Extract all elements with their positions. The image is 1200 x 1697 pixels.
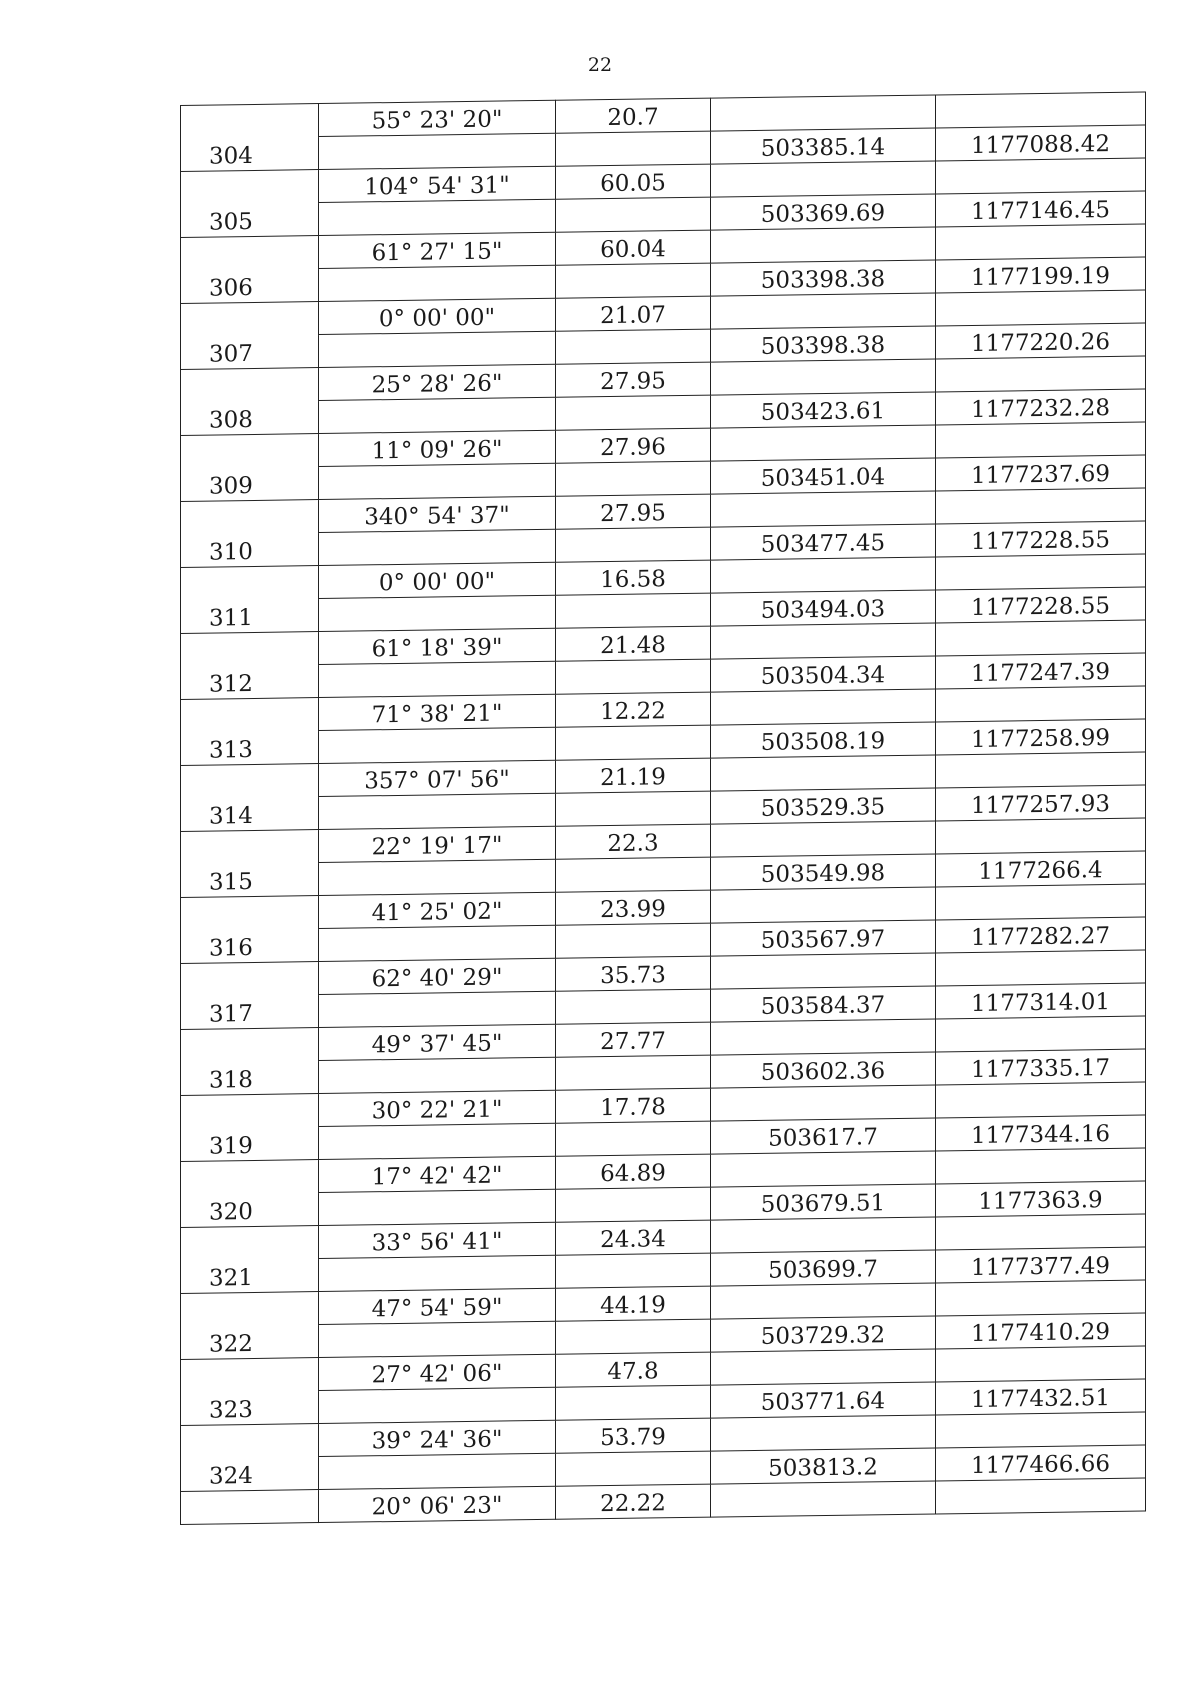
bearing-cell-empty — [319, 793, 556, 829]
northing-cell: 1177344.16 — [936, 1115, 1146, 1151]
northing-cell-empty — [936, 1478, 1146, 1514]
bearing-cell-empty — [319, 199, 556, 235]
point-cell-empty — [181, 1028, 319, 1063]
distance-cell: 53.79 — [556, 1418, 711, 1453]
easting-cell: 503451.04 — [711, 458, 936, 494]
distance-cell: 17.78 — [556, 1088, 711, 1123]
easting-cell: 503771.64 — [711, 1382, 936, 1418]
northing-cell: 1177266.4 — [936, 851, 1146, 887]
point-cell-empty — [181, 1358, 319, 1393]
easting-cell: 503529.35 — [711, 788, 936, 824]
distance-cell-empty — [556, 131, 711, 166]
page-number: 22 — [587, 54, 613, 76]
distance-cell-empty — [556, 1319, 711, 1354]
bearing-cell-empty — [319, 595, 556, 631]
bearing-cell: 20° 06' 23" — [319, 1486, 556, 1522]
distance-cell-empty — [556, 659, 711, 694]
distance-cell: 22.3 — [556, 824, 711, 859]
northing-cell: 1177314.01 — [936, 983, 1146, 1019]
point-cell-empty — [181, 368, 319, 403]
distance-cell-empty — [556, 725, 711, 760]
easting-cell-empty — [711, 953, 936, 989]
northing-cell-empty — [936, 224, 1146, 260]
distance-cell: 20.7 — [556, 98, 711, 133]
northing-cell: 1177220.26 — [936, 323, 1146, 359]
point-id-cell: 321 — [181, 1259, 319, 1294]
easting-cell: 503567.97 — [711, 920, 936, 956]
easting-cell-empty — [711, 1481, 936, 1517]
distance-cell: 47.8 — [556, 1352, 711, 1387]
easting-cell: 503602.36 — [711, 1052, 936, 1088]
point-cell-empty — [181, 566, 319, 601]
coordinates-table-body — [181, 92, 1146, 1524]
bearing-cell: 30° 22' 21" — [319, 1090, 556, 1126]
point-id-cell: 315 — [181, 863, 319, 898]
easting-cell-empty — [711, 359, 936, 395]
northing-cell-empty — [936, 1082, 1146, 1118]
bearing-cell-empty — [319, 133, 556, 169]
easting-cell-empty — [711, 755, 936, 791]
easting-cell-empty — [711, 293, 936, 329]
point-cell-empty — [181, 830, 319, 865]
distance-cell-empty — [556, 791, 711, 826]
point-id-cell: 310 — [181, 533, 319, 568]
easting-cell: 503369.69 — [711, 194, 936, 230]
easting-cell-empty — [711, 1151, 936, 1187]
point-id-cell: 317 — [181, 995, 319, 1030]
northing-cell: 1177258.99 — [936, 719, 1146, 755]
easting-cell-empty — [711, 161, 936, 197]
point-cell-empty — [181, 962, 319, 997]
easting-cell: 503494.03 — [711, 590, 936, 626]
bearing-cell: 39° 24' 36" — [319, 1420, 556, 1456]
point-cell-empty — [181, 170, 319, 205]
northing-cell-empty — [936, 488, 1146, 524]
northing-cell-empty — [936, 1412, 1146, 1448]
distance-cell-empty — [556, 197, 711, 232]
point-cell-empty — [181, 434, 319, 469]
bearing-cell-empty — [319, 1321, 556, 1357]
distance-cell-empty — [556, 593, 711, 628]
point-id-cell: 324 — [181, 1457, 319, 1492]
easting-cell-empty — [711, 623, 936, 659]
northing-cell-empty — [936, 554, 1146, 590]
distance-cell: 16.58 — [556, 560, 711, 595]
easting-cell-empty — [711, 1217, 936, 1253]
northing-cell: 1177199.19 — [936, 257, 1146, 293]
northing-cell: 1177247.39 — [936, 653, 1146, 689]
distance-cell-empty — [556, 395, 711, 430]
point-id-cell: 304 — [181, 137, 319, 172]
point-cell-empty — [181, 104, 319, 139]
distance-cell: 12.22 — [556, 692, 711, 727]
easting-cell: 503584.37 — [711, 986, 936, 1022]
distance-cell: 27.95 — [556, 362, 711, 397]
bearing-cell: 22° 19' 17" — [319, 826, 556, 862]
easting-cell: 503549.98 — [711, 854, 936, 890]
easting-cell: 503423.61 — [711, 392, 936, 428]
distance-cell-empty — [556, 1451, 711, 1486]
point-id-cell: 318 — [181, 1061, 319, 1096]
easting-cell-empty — [711, 689, 936, 725]
point-id-cell: 309 — [181, 467, 319, 502]
distance-cell-empty — [556, 1253, 711, 1288]
northing-cell-empty — [936, 356, 1146, 392]
point-cell-empty — [181, 1292, 319, 1327]
bearing-cell: 340° 54' 37" — [319, 496, 556, 532]
point-cell-empty — [181, 632, 319, 667]
easting-cell-empty — [711, 1349, 936, 1385]
easting-cell: 503398.38 — [711, 260, 936, 296]
bearing-cell-empty — [319, 1387, 556, 1423]
northing-cell: 1177377.49 — [936, 1247, 1146, 1283]
easting-cell: 503508.19 — [711, 722, 936, 758]
point-id-cell: 323 — [181, 1391, 319, 1426]
northing-cell-empty — [936, 158, 1146, 194]
distance-cell-empty — [556, 263, 711, 298]
point-cell-empty — [181, 764, 319, 799]
bearing-cell-empty — [319, 1057, 556, 1093]
northing-cell-empty — [936, 818, 1146, 854]
distance-cell: 64.89 — [556, 1154, 711, 1189]
point-id-cell: 306 — [181, 269, 319, 304]
point-cell-empty — [181, 1226, 319, 1261]
point-id-cell: 319 — [181, 1127, 319, 1162]
easting-cell: 503617.7 — [711, 1118, 936, 1154]
bearing-cell: 0° 00' 00" — [319, 298, 556, 334]
bearing-cell: 17° 42' 42" — [319, 1156, 556, 1192]
easting-cell-empty — [711, 1019, 936, 1055]
distance-cell-empty — [556, 923, 711, 958]
easting-cell: 503398.38 — [711, 326, 936, 362]
distance-cell-empty — [556, 1055, 711, 1090]
northing-cell: 1177410.29 — [936, 1313, 1146, 1349]
distance-cell: 27.96 — [556, 428, 711, 463]
bearing-cell: 61° 18' 39" — [319, 628, 556, 664]
easting-cell-empty — [711, 821, 936, 857]
bearing-cell-empty — [319, 529, 556, 565]
distance-cell-empty — [556, 461, 711, 496]
northing-cell: 1177335.17 — [936, 1049, 1146, 1085]
northing-cell: 1177466.66 — [936, 1445, 1146, 1481]
bearing-cell-empty — [319, 265, 556, 301]
bearing-cell-empty — [319, 397, 556, 433]
northing-cell: 1177363.9 — [936, 1181, 1146, 1217]
point-id-cell: 308 — [181, 401, 319, 436]
point-id-cell: 314 — [181, 797, 319, 832]
easting-cell-empty — [711, 425, 936, 461]
bearing-cell: 49° 37' 45" — [319, 1024, 556, 1060]
bearing-cell: 11° 09' 26" — [319, 430, 556, 466]
point-id-cell: 307 — [181, 335, 319, 370]
northing-cell: 1177232.28 — [936, 389, 1146, 425]
point-cell-empty — [181, 236, 319, 271]
bearing-cell: 27° 42' 06" — [319, 1354, 556, 1390]
bearing-cell: 357° 07' 56" — [319, 760, 556, 796]
easting-cell-empty — [711, 1283, 936, 1319]
bearing-cell-empty — [319, 331, 556, 367]
point-cell-empty — [181, 896, 319, 931]
northing-cell: 1177146.45 — [936, 191, 1146, 227]
easting-cell-empty — [711, 1085, 936, 1121]
easting-cell-empty — [711, 557, 936, 593]
northing-cell: 1177257.93 — [936, 785, 1146, 821]
distance-cell-empty — [556, 1385, 711, 1420]
distance-cell: 22.22 — [556, 1484, 711, 1519]
distance-cell-empty — [556, 329, 711, 364]
easting-cell-empty — [711, 887, 936, 923]
northing-cell-empty — [936, 950, 1146, 986]
northing-cell-empty — [936, 1280, 1146, 1316]
point-cell-empty — [181, 698, 319, 733]
coordinates-table — [180, 92, 1146, 1525]
northing-cell-empty — [936, 752, 1146, 788]
distance-cell-empty — [556, 1187, 711, 1222]
point-cell-empty — [181, 1160, 319, 1195]
easting-cell: 503729.32 — [711, 1316, 936, 1352]
easting-cell: 503699.7 — [711, 1250, 936, 1286]
northing-cell-empty — [936, 1346, 1146, 1382]
bearing-cell: 47° 54' 59" — [319, 1288, 556, 1324]
distance-cell: 21.07 — [556, 296, 711, 331]
distance-cell: 21.48 — [556, 626, 711, 661]
bearing-cell: 0° 00' 00" — [319, 562, 556, 598]
distance-cell: 60.05 — [556, 164, 711, 199]
distance-cell: 27.95 — [556, 494, 711, 529]
northing-cell: 1177228.55 — [936, 521, 1146, 557]
northing-cell-empty — [936, 620, 1146, 656]
northing-cell-empty — [936, 1214, 1146, 1250]
bearing-cell-empty — [319, 463, 556, 499]
northing-cell: 1177228.55 — [936, 587, 1146, 623]
bearing-cell: 61° 27' 15" — [319, 232, 556, 268]
bearing-cell-empty — [319, 991, 556, 1027]
point-id-cell: 313 — [181, 731, 319, 766]
distance-cell-empty — [556, 989, 711, 1024]
bearing-cell: 104° 54' 31" — [319, 166, 556, 202]
easting-cell-empty — [711, 227, 936, 263]
northing-cell: 1177282.27 — [936, 917, 1146, 953]
bearing-cell: 55° 23' 20" — [319, 100, 556, 136]
point-id-cell: 322 — [181, 1325, 319, 1360]
northing-cell-empty — [936, 422, 1146, 458]
distance-cell-empty — [556, 527, 711, 562]
distance-cell: 24.34 — [556, 1220, 711, 1255]
easting-cell: 503679.51 — [711, 1184, 936, 1220]
point-id-cell: 316 — [181, 929, 319, 964]
easting-cell: 503504.34 — [711, 656, 936, 692]
bearing-cell-empty — [319, 661, 556, 697]
bearing-cell-empty — [319, 1189, 556, 1225]
easting-cell-empty — [711, 95, 936, 131]
point-cell-empty — [181, 302, 319, 337]
distance-cell: 23.99 — [556, 890, 711, 925]
bearing-cell: 25° 28' 26" — [319, 364, 556, 400]
point-cell-empty — [181, 1424, 319, 1459]
easting-cell: 503477.45 — [711, 524, 936, 560]
bearing-cell-empty — [319, 1453, 556, 1489]
distance-cell: 44.19 — [556, 1286, 711, 1321]
northing-cell: 1177432.51 — [936, 1379, 1146, 1415]
point-id-cell: 312 — [181, 665, 319, 700]
bearing-cell-empty — [319, 1123, 556, 1159]
easting-cell: 503385.14 — [711, 128, 936, 164]
easting-cell-empty — [711, 1415, 936, 1451]
distance-cell: 21.19 — [556, 758, 711, 793]
point-cell-empty — [181, 1094, 319, 1129]
northing-cell-empty — [936, 884, 1146, 920]
coordinates-table-wrapper — [180, 92, 1145, 1525]
distance-cell: 27.77 — [556, 1022, 711, 1057]
bearing-cell-empty — [319, 859, 556, 895]
bearing-cell: 33° 56' 41" — [319, 1222, 556, 1258]
point-id-cell: 311 — [181, 599, 319, 634]
easting-cell: 503813.2 — [711, 1448, 936, 1484]
northing-cell-empty — [936, 1016, 1146, 1052]
northing-cell-empty — [936, 1148, 1146, 1184]
distance-cell: 60.04 — [556, 230, 711, 265]
distance-cell-empty — [556, 857, 711, 892]
bearing-cell-empty — [319, 727, 556, 763]
bearing-cell-empty — [319, 925, 556, 961]
bearing-cell: 71° 38' 21" — [319, 694, 556, 730]
bearing-cell-empty — [319, 1255, 556, 1291]
northing-cell: 1177237.69 — [936, 455, 1146, 491]
distance-cell-empty — [556, 1121, 711, 1156]
northing-cell-empty — [936, 686, 1146, 722]
easting-cell-empty — [711, 491, 936, 527]
northing-cell-empty — [936, 290, 1146, 326]
bearing-cell: 41° 25' 02" — [319, 892, 556, 928]
point-id-cell: 305 — [181, 203, 319, 238]
point-id-cell: 320 — [181, 1193, 319, 1228]
northing-cell-empty — [936, 92, 1146, 128]
point-cell-empty — [181, 1490, 319, 1525]
northing-cell: 1177088.42 — [936, 125, 1146, 161]
point-cell-empty — [181, 500, 319, 535]
distance-cell: 35.73 — [556, 956, 711, 991]
bearing-cell: 62° 40' 29" — [319, 958, 556, 994]
